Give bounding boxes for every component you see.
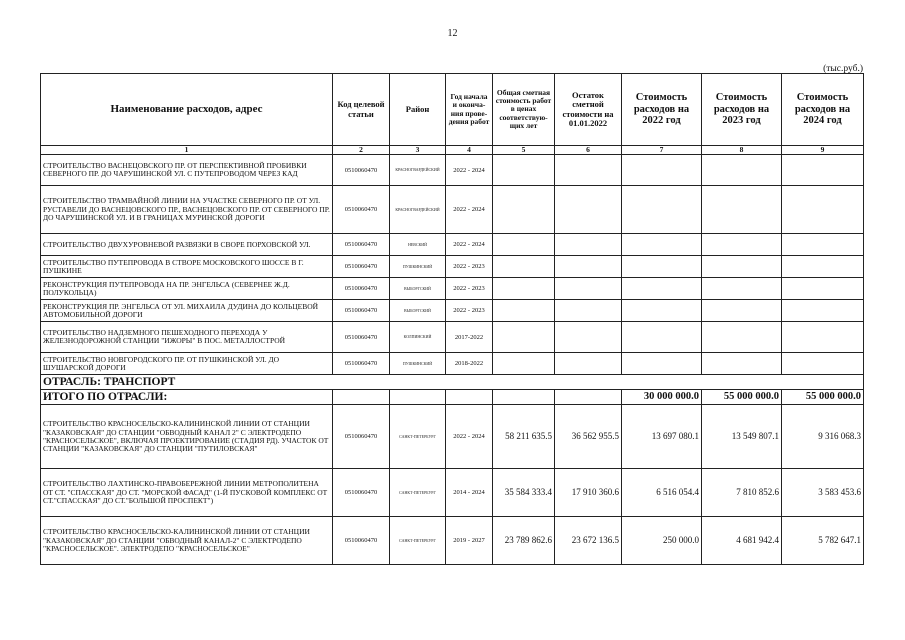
row-district: ВЫБОРГСКИЙ — [390, 300, 446, 322]
section-total-2024: 55 000 000.0 — [782, 390, 864, 405]
row-name: СТРОИТЕЛЬСТВО ПУТЕПРОВОДА В СТВОРЕ МОСКОВСКОГО ШОССЕ В Г. ПУШКИНЕ — [41, 256, 333, 278]
row-years: 2022 - 2023 — [446, 278, 493, 300]
table-row — [41, 256, 864, 278]
row-district: ПУШКИНСКИЙ — [390, 256, 446, 278]
row-remainder — [555, 322, 622, 353]
row-code: 0510060470 — [333, 256, 390, 278]
row-district: КРАСНОГВАРДЕЙСКИЙ — [390, 186, 446, 234]
row-years: 2022 - 2023 — [446, 256, 493, 278]
row-total — [493, 256, 555, 278]
row-district: САНКТ-ПЕТЕРБУРГ — [390, 405, 446, 469]
row-cost-2022: 250 000.0 — [622, 517, 702, 565]
row-code: 0510060470 — [333, 278, 390, 300]
table-row — [41, 405, 864, 469]
row-name: СТРОИТЕЛЬСТВО ТРАМВАЙНОЙ ЛИНИИ НА УЧАСТКЕ СЕВЕРНОГО ПР. ОТ УЛ. РУСТАВЕЛИ ДО ВАСНЕЦОВСКОГО ПР., ВАСНЕЦОВСКОГО ПР. ОТ СЕВЕРНОГО ПР. ДО ЧАРУШИНСКОЙ УЛ. И В ГРАНИЦАХ МУРИНСКОЙ ДОРОГИ — [41, 186, 333, 234]
empty-cell — [390, 390, 446, 405]
header-code: Код целевой статьи — [333, 74, 390, 146]
header-total-cost: Общая сметная стоимость работ в ценах соответствую-щих лет — [493, 74, 555, 146]
row-cost-2024 — [782, 278, 864, 300]
row-district: КРАСНОГВАРДЕЙСКИЙ — [390, 155, 446, 186]
row-cost-2022 — [622, 300, 702, 322]
row-district: КОЛПИНСКИЙ — [390, 322, 446, 353]
row-cost-2024: 9 316 068.3 — [782, 405, 864, 469]
unit-label: (тыс.руб.) — [823, 64, 863, 74]
column-number: 6 — [555, 146, 622, 155]
row-total — [493, 186, 555, 234]
row-years: 2022 - 2024 — [446, 155, 493, 186]
table-row — [41, 186, 864, 234]
column-number: 7 — [622, 146, 702, 155]
column-number: 2 — [333, 146, 390, 155]
empty-cell — [446, 390, 493, 405]
row-name: СТРОИТЕЛЬСТВО КРАСНОСЕЛЬСКО-КАЛИНИНСКОЙ ЛИНИИ ОТ СТАНЦИИ "КАЗАКОВСКАЯ" ДО СТАНЦИИ "ОБВОДНЫЙ КАНАЛ-2" С ЭЛЕКТРОДЕПО "КРАСНОСЕЛЬСКОЕ". ЭЛЕКТРОДЕПО "КРАСНОСЕЛЬСКОЕ" — [41, 517, 333, 565]
row-total: 35 584 333.4 — [493, 469, 555, 517]
row-total — [493, 155, 555, 186]
row-district: ВЫБОРГСКИЙ — [390, 278, 446, 300]
row-remainder: 36 562 955.5 — [555, 405, 622, 469]
row-cost-2022 — [622, 186, 702, 234]
row-code: 0510060470 — [333, 234, 390, 256]
row-remainder — [555, 186, 622, 234]
table-row — [41, 353, 864, 375]
row-cost-2024: 3 583 453.6 — [782, 469, 864, 517]
row-years: 2022 - 2024 — [446, 186, 493, 234]
row-years: 2018-2022 — [446, 353, 493, 375]
row-cost-2023 — [702, 186, 782, 234]
top-rows — [41, 155, 864, 565]
row-district: САНКТ-ПЕТЕРБУРГ — [390, 517, 446, 565]
row-code: 0510060470 — [333, 300, 390, 322]
row-total — [493, 234, 555, 256]
empty-cell — [555, 390, 622, 405]
row-remainder — [555, 256, 622, 278]
header-remainder: Остаток сметной стоимости на 01.01.2022 — [555, 74, 622, 146]
row-years: 2022 - 2023 — [446, 300, 493, 322]
row-cost-2023 — [702, 300, 782, 322]
row-cost-2023 — [702, 322, 782, 353]
row-code: 0510060470 — [333, 517, 390, 565]
row-cost-2024 — [782, 322, 864, 353]
row-cost-2022 — [622, 353, 702, 375]
row-name: РЕКОНСТРУКЦИЯ ПР. ЭНГЕЛЬСА ОТ УЛ. МИХАИЛА ДУДИНА ДО КОЛЬЦЕВОЙ АВТОМОБИЛЬНОЙ ДОРОГИ — [41, 300, 333, 322]
row-cost-2023 — [702, 256, 782, 278]
row-total — [493, 353, 555, 375]
row-code: 0510060470 — [333, 405, 390, 469]
column-number: 4 — [446, 146, 493, 155]
section-title: ОТРАСЛЬ: ТРАНСПОРТ — [41, 375, 864, 390]
row-remainder — [555, 234, 622, 256]
row-cost-2023 — [702, 155, 782, 186]
row-cost-2023: 4 681 942.4 — [702, 517, 782, 565]
row-remainder: 23 672 136.5 — [555, 517, 622, 565]
row-district: ПУШКИНСКИЙ — [390, 353, 446, 375]
header-row — [41, 74, 864, 146]
row-cost-2022: 13 697 080.1 — [622, 405, 702, 469]
row-name: СТРОИТЕЛЬСТВО ВАСНЕЦОВСКОГО ПР. ОТ ПЕРСПЕКТИВНОЙ ПРОБИВКИ СЕВЕРНОГО ПР. ДО ЧАРУШИНСКОЙ УЛ. С ПУТЕПРОВОДОМ ЧЕРЕЗ КАД — [41, 155, 333, 186]
row-cost-2023 — [702, 353, 782, 375]
header-cost-2023: Стоимость расходов на 2023 год — [702, 74, 782, 146]
row-total: 23 789 862.6 — [493, 517, 555, 565]
header-name: Наименование расходов, адрес — [41, 74, 333, 146]
row-cost-2023: 13 549 807.1 — [702, 405, 782, 469]
row-name: СТРОИТЕЛЬСТВО КРАСНОСЕЛЬСКО-КАЛИНИНСКОЙ ЛИНИИ ОТ СТАНЦИИ "КАЗАКОВСКАЯ" ДО СТАНЦИИ "ОБВОДНЫЙ КАНАЛ 2" С ЭЛЕКТРОДЕПО "КРАСНОСЕЛЬСКОЕ", ВКЛЮЧАЯ ПРОЕКТИРОВАНИЕ (СТАДИЯ РД). УЧАСТОК ОТ СТАНЦИИ "КАЗАКОВСКАЯ" ДО СТАНЦИИ "ПУТИЛОВСКАЯ" — [41, 405, 333, 469]
row-cost-2022: 6 516 054.4 — [622, 469, 702, 517]
row-remainder: 17 910 360.6 — [555, 469, 622, 517]
section-total-2023: 55 000 000.0 — [702, 390, 782, 405]
row-code: 0510060470 — [333, 469, 390, 517]
table-row — [41, 300, 864, 322]
row-cost-2023: 7 810 852.6 — [702, 469, 782, 517]
column-number: 8 — [702, 146, 782, 155]
row-name: РЕКОНСТРУКЦИЯ ПУТЕПРОВОДА НА ПР. ЭНГЕЛЬСА (СЕВЕРНЕЕ Ж.Д. ПОЛУКОЛЬЦА) — [41, 278, 333, 300]
row-remainder — [555, 155, 622, 186]
row-name: СТРОИТЕЛЬСТВО ЛАХТИНСКО-ПРАВОБЕРЕЖНОЙ ЛИНИИ МЕТРОПОЛИТЕНА ОТ СТ. "СПАССКАЯ" ДО СТ. "МОРСКОЙ ФАСАД" (1-Й ПУСКОВОЙ КОМПЛЕКС ОТ СТ."СПАССКАЯ" ДО СТ."БОЛЬШОЙ ПРОСПЕКТ") — [41, 469, 333, 517]
row-cost-2022 — [622, 155, 702, 186]
table-row — [41, 322, 864, 353]
column-number: 1 — [41, 146, 333, 155]
row-years: 2019 - 2027 — [446, 517, 493, 565]
row-cost-2022 — [622, 234, 702, 256]
column-number: 9 — [782, 146, 864, 155]
column-number: 5 — [493, 146, 555, 155]
row-cost-2023 — [702, 278, 782, 300]
row-cost-2024 — [782, 155, 864, 186]
table-row — [41, 517, 864, 565]
table-row — [41, 234, 864, 256]
row-cost-2023 — [702, 234, 782, 256]
row-name: СТРОИТЕЛЬСТВО ДВУХУРОВНЕВОЙ РАЗВЯЗКИ В СВОРЕ ПОРХОВСКОЙ УЛ. — [41, 234, 333, 256]
row-years: 2014 - 2024 — [446, 469, 493, 517]
row-cost-2024: 5 782 647.1 — [782, 517, 864, 565]
row-years: 2022 - 2024 — [446, 234, 493, 256]
row-name: СТРОИТЕЛЬСТВО НОВГОРОДСКОГО ПР. ОТ ПУШКИНСКОЙ УЛ. ДО ШУШАРСКОЙ ДОРОГИ — [41, 353, 333, 375]
row-district: САНКТ-ПЕТЕРБУРГ — [390, 469, 446, 517]
row-code: 0510060470 — [333, 155, 390, 186]
row-cost-2022 — [622, 256, 702, 278]
header-years: Год начала и оконча-ния прове-дения работ — [446, 74, 493, 146]
row-code: 0510060470 — [333, 186, 390, 234]
table-row — [41, 469, 864, 517]
row-code: 0510060470 — [333, 322, 390, 353]
row-cost-2024 — [782, 256, 864, 278]
row-cost-2024 — [782, 353, 864, 375]
column-number-row — [41, 146, 864, 155]
row-code: 0510060470 — [333, 353, 390, 375]
row-cost-2024 — [782, 300, 864, 322]
row-cost-2024 — [782, 234, 864, 256]
row-district: НЕВСКИЙ — [390, 234, 446, 256]
table-row — [41, 155, 864, 186]
budget-table — [40, 73, 864, 565]
table-row — [41, 278, 864, 300]
section-total-label: ИТОГО ПО ОТРАСЛИ: — [41, 390, 333, 405]
row-years: 2022 - 2024 — [446, 405, 493, 469]
row-years: 2017-2022 — [446, 322, 493, 353]
row-name: СТРОИТЕЛЬСТВО НАДЗЕМНОГО ПЕШЕХОДНОГО ПЕРЕХОДА У ЖЕЛЕЗНОДОРОЖНОЙ СТАНЦИИ "ИЖОРЫ" В ПОС. МЕТАЛЛОСТРОЙ — [41, 322, 333, 353]
row-cost-2022 — [622, 278, 702, 300]
section-row — [41, 375, 864, 390]
header-cost-2022: Стоимость расходов на 2022 год — [622, 74, 702, 146]
row-remainder — [555, 300, 622, 322]
section-total-2022: 30 000 000.0 — [622, 390, 702, 405]
header-cost-2024: Стоимость расходов на 2024 год — [782, 74, 864, 146]
row-cost-2022 — [622, 322, 702, 353]
empty-cell — [333, 390, 390, 405]
empty-cell — [493, 390, 555, 405]
section-total-row — [41, 390, 864, 405]
row-total — [493, 278, 555, 300]
page-number: 12 — [447, 28, 458, 39]
row-remainder — [555, 353, 622, 375]
row-total — [493, 322, 555, 353]
row-remainder — [555, 278, 622, 300]
row-total — [493, 300, 555, 322]
row-total: 58 211 635.5 — [493, 405, 555, 469]
column-number: 3 — [390, 146, 446, 155]
row-cost-2024 — [782, 186, 864, 234]
header-district: Район — [390, 74, 446, 146]
